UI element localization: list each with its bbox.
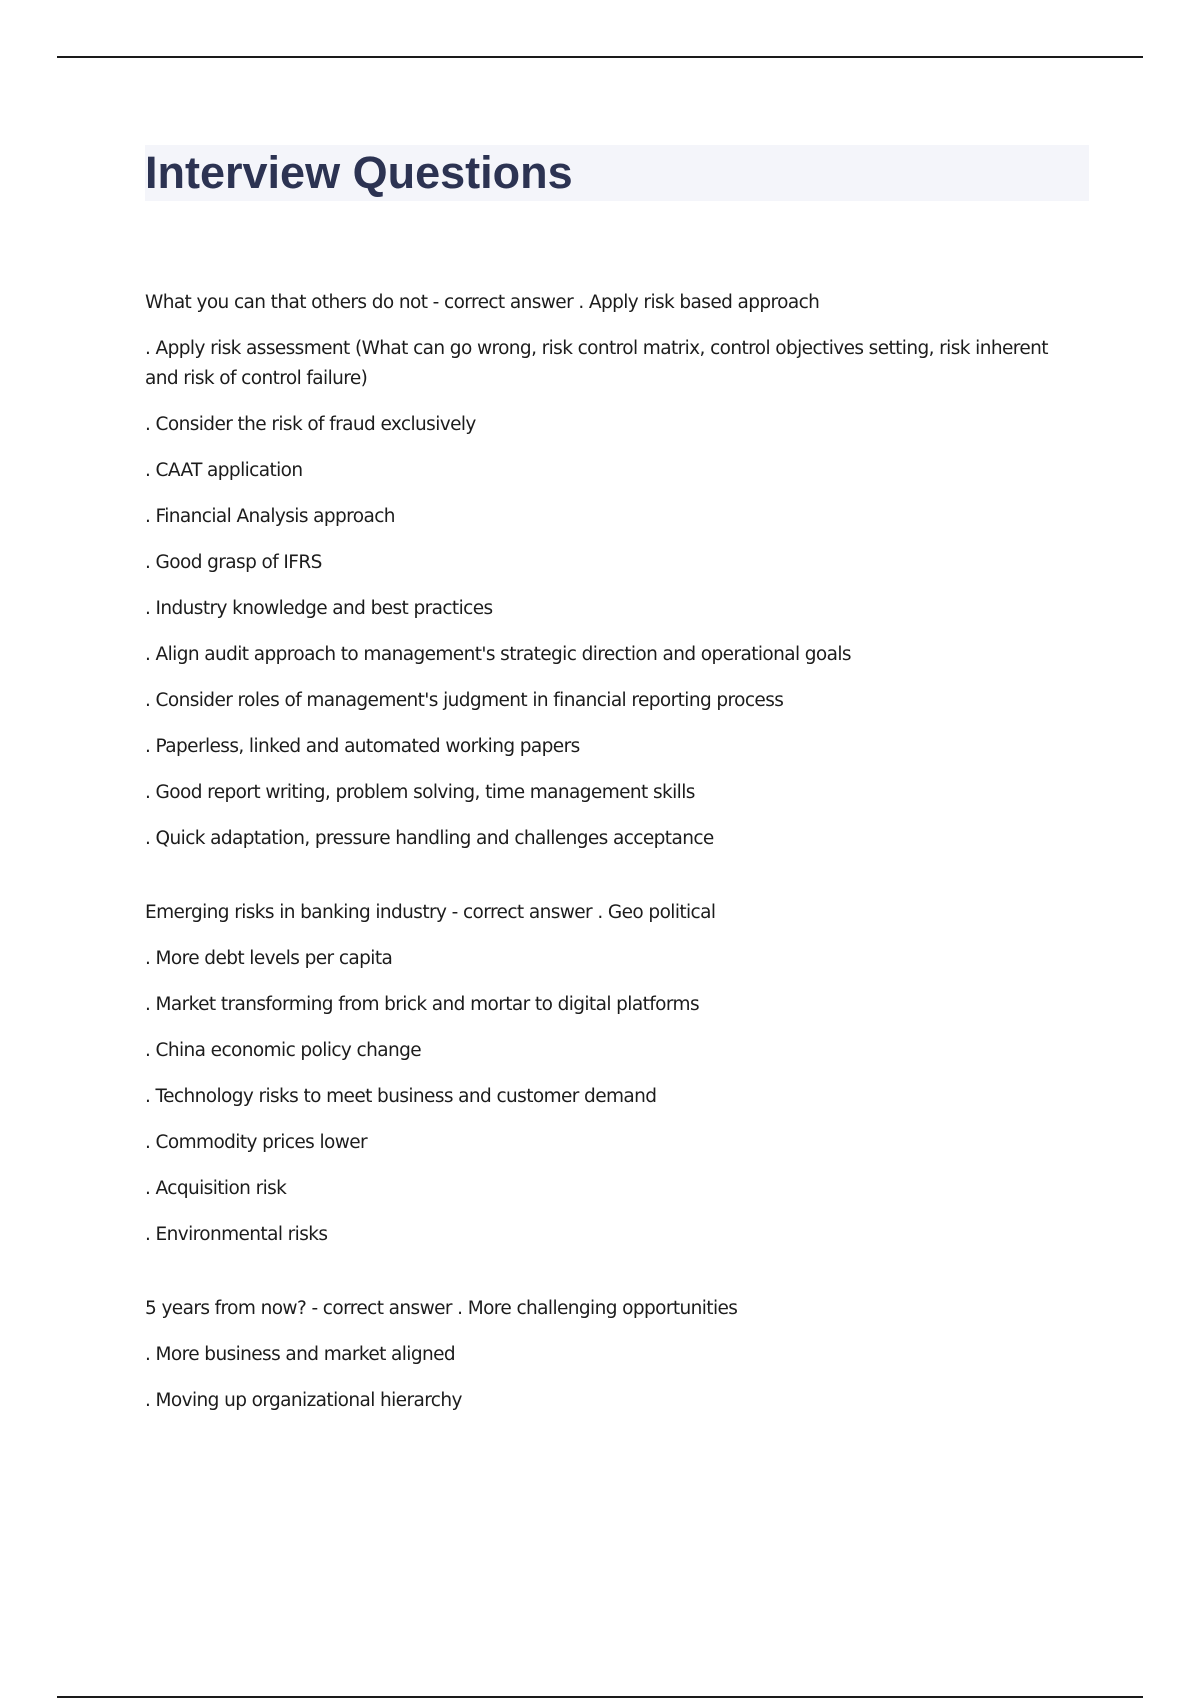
- answer-line: . Consider the risk of fraud exclusively: [145, 414, 476, 435]
- answer-line: . Align audit approach to management's strategic direction and operational goals: [145, 644, 851, 665]
- answer-line: . More business and market aligned: [145, 1344, 456, 1365]
- answer-line: . More debt levels per capita: [145, 948, 393, 969]
- qa-block-what-you-can: [145, 288, 1085, 854]
- header-rule: [57, 56, 1143, 58]
- answer-line: . Acquisition risk: [145, 1178, 287, 1199]
- answer-line: . Good report writing, problem solving, time management skills: [145, 782, 695, 803]
- question-line: Emerging risks in banking industry - correct answer . Geo political: [145, 902, 716, 923]
- answer-line: . Technology risks to meet business and customer demand: [145, 1086, 657, 1107]
- answer-line: . Quick adaptation, pressure handling and challenges acceptance: [145, 828, 714, 849]
- answer-line: . Apply risk assessment (What can go wrong, risk control matrix, control objectives setting, risk inherent and risk of control failure): [145, 338, 1048, 389]
- question-line: 5 years from now? - correct answer . More challenging opportunities: [145, 1298, 738, 1319]
- answer-line: . Industry knowledge and best practices: [145, 598, 493, 619]
- answer-line: . Paperless, linked and automated working papers: [145, 736, 580, 757]
- page-title: Interview Questions: [145, 147, 573, 198]
- qa-block-emerging-risks: [145, 898, 1085, 1250]
- qa-block-five-years: [145, 1294, 1085, 1416]
- answer-line: . Environmental risks: [145, 1224, 328, 1245]
- question-line: What you can that others do not - correct answer . Apply risk based approach: [145, 292, 820, 313]
- answer-line: . China economic policy change: [145, 1040, 422, 1061]
- answer-line: . Good grasp of IFRS: [145, 552, 322, 573]
- answer-line: . Financial Analysis approach: [145, 506, 395, 527]
- answer-line: . Moving up organizational hierarchy: [145, 1390, 462, 1411]
- answer-line: . Commodity prices lower: [145, 1132, 368, 1153]
- footer-rule: [57, 1696, 1143, 1698]
- document-body: [145, 288, 1085, 1460]
- answer-line: . Consider roles of management's judgment in financial reporting process: [145, 690, 784, 711]
- answer-line: . Market transforming from brick and mortar to digital platforms: [145, 994, 699, 1015]
- answer-line: . CAAT application: [145, 460, 303, 481]
